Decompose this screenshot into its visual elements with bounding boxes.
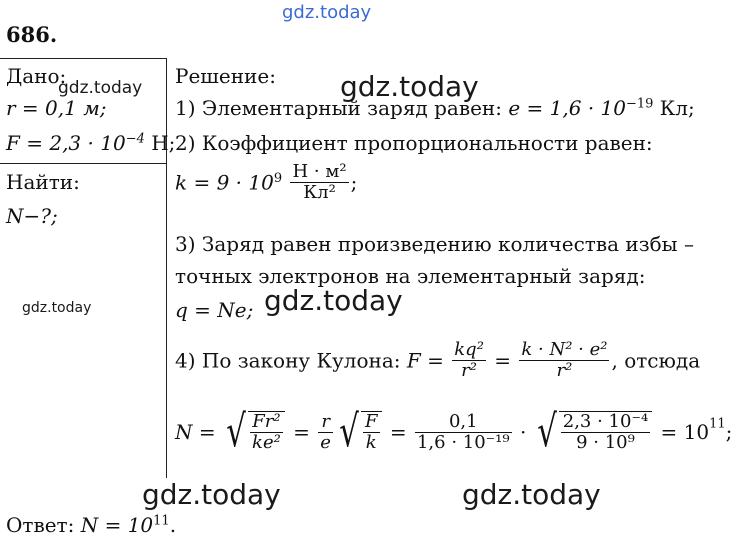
watermark-center-mid: gdz.today	[264, 284, 403, 317]
step4-text: 4) По закону Кулона:	[175, 348, 407, 373]
step4-frac2	[519, 340, 609, 381]
N-result: = 10	[654, 420, 710, 444]
k-unit-den: Кл²	[303, 182, 336, 203]
N-root1	[248, 411, 285, 453]
k-exp: 9	[273, 171, 283, 186]
step4-frac1-den: r²	[461, 360, 477, 381]
N-root1-num: Fr²	[250, 412, 283, 433]
N-formula	[175, 406, 732, 457]
k-unit-fraction	[290, 162, 348, 203]
answer-exp: 11	[153, 513, 170, 529]
find-value: N−?;	[6, 204, 58, 228]
given-F	[6, 131, 175, 155]
N-lhs: N =	[175, 420, 222, 444]
step4-frac1	[452, 340, 486, 381]
k-unit-num: Н · м²	[292, 161, 347, 182]
given-find-rule	[0, 163, 166, 164]
sqrt-icon: √	[536, 406, 557, 457]
step4-frac2-num: k · N² · e²	[521, 339, 608, 360]
watermark-left-mid: gdz.today	[22, 300, 92, 316]
sqrt-icon: √	[339, 406, 359, 457]
step4-F: F =	[406, 348, 451, 373]
N-root1-den: ke²	[252, 432, 281, 453]
answer-label: Ответ:	[6, 513, 81, 537]
k-tail: ;	[350, 170, 358, 195]
solution-step1	[175, 96, 695, 120]
find-label: Найти:	[6, 170, 80, 194]
answer-tail: .	[169, 513, 177, 537]
problem-number-dot: .	[49, 22, 58, 47]
given-top-rule	[0, 58, 166, 59]
watermark-solution-top: gdz.today	[340, 70, 479, 103]
answer	[6, 513, 176, 537]
watermark-given: gdz.today	[58, 78, 143, 98]
N-root2-den: k	[365, 432, 377, 453]
step4-tail: , отсюда	[611, 348, 701, 373]
N-result-exp: 11	[709, 416, 726, 432]
sqrt-icon: √	[226, 406, 246, 457]
watermark-bottom-left: gdz.today	[142, 478, 281, 511]
k-formula	[175, 162, 357, 203]
problem-number	[6, 22, 57, 47]
watermark-bottom-right: gdz.today	[462, 478, 601, 511]
N-eq1: =	[286, 420, 317, 444]
given-F-exp: −4	[125, 131, 145, 147]
k-lhs: k = 9 · 10	[175, 170, 274, 195]
N-frac-num: r	[318, 412, 333, 433]
given-label: Дано:	[6, 64, 67, 88]
step4-frac2-den: r²	[556, 360, 573, 381]
N-root3-num: 2,3 · 10⁻⁴	[562, 411, 649, 432]
N-dot: ·	[513, 420, 533, 444]
problem-number-value: 686	[6, 22, 50, 47]
N-root3-den: 9 · 10⁹	[576, 432, 635, 453]
N-frac3	[415, 412, 512, 453]
given-F-unit: Н;	[144, 131, 176, 155]
step4-eq: =	[487, 348, 518, 373]
solution-label: Решение:	[175, 64, 276, 88]
N-frac3-den: 1,6 · 10⁻¹⁹	[416, 431, 510, 453]
N-root3	[559, 411, 652, 453]
N-frac-den: e	[320, 431, 331, 453]
solution-step3-line2: точных электронов на элементарный заряд:	[175, 264, 646, 288]
step1-formula: e = 1,6 · 10	[508, 96, 626, 120]
given-divider-vertical	[166, 58, 167, 478]
solution-step3-line1: 3) Заряд равен произведению количества избы –	[175, 232, 694, 256]
solution-step2: 2) Коэффициент пропорциональности равен:	[175, 131, 653, 155]
step4-frac1-num: kq²	[454, 339, 484, 360]
given-F-base: F = 2,3 · 10	[6, 131, 126, 155]
N-root2-num: F	[365, 411, 378, 432]
watermark-top: gdz.today	[282, 2, 372, 23]
given-r: r = 0,1 м;	[6, 96, 107, 120]
step1-exp: −19	[626, 96, 654, 112]
answer-formula: N = 10	[80, 513, 154, 537]
N-eq2: =	[383, 420, 413, 444]
solution-step4	[175, 340, 700, 381]
step1-unit: Кл;	[653, 96, 695, 120]
N-result-tail: ;	[725, 420, 732, 444]
N-frac3-num: 0,1	[415, 412, 512, 433]
step1-text: 1) Элементарный заряд равен:	[175, 96, 509, 120]
q-formula: q = Ne;	[175, 298, 254, 322]
N-frac-r-e	[318, 412, 333, 453]
N-root2	[361, 411, 382, 453]
